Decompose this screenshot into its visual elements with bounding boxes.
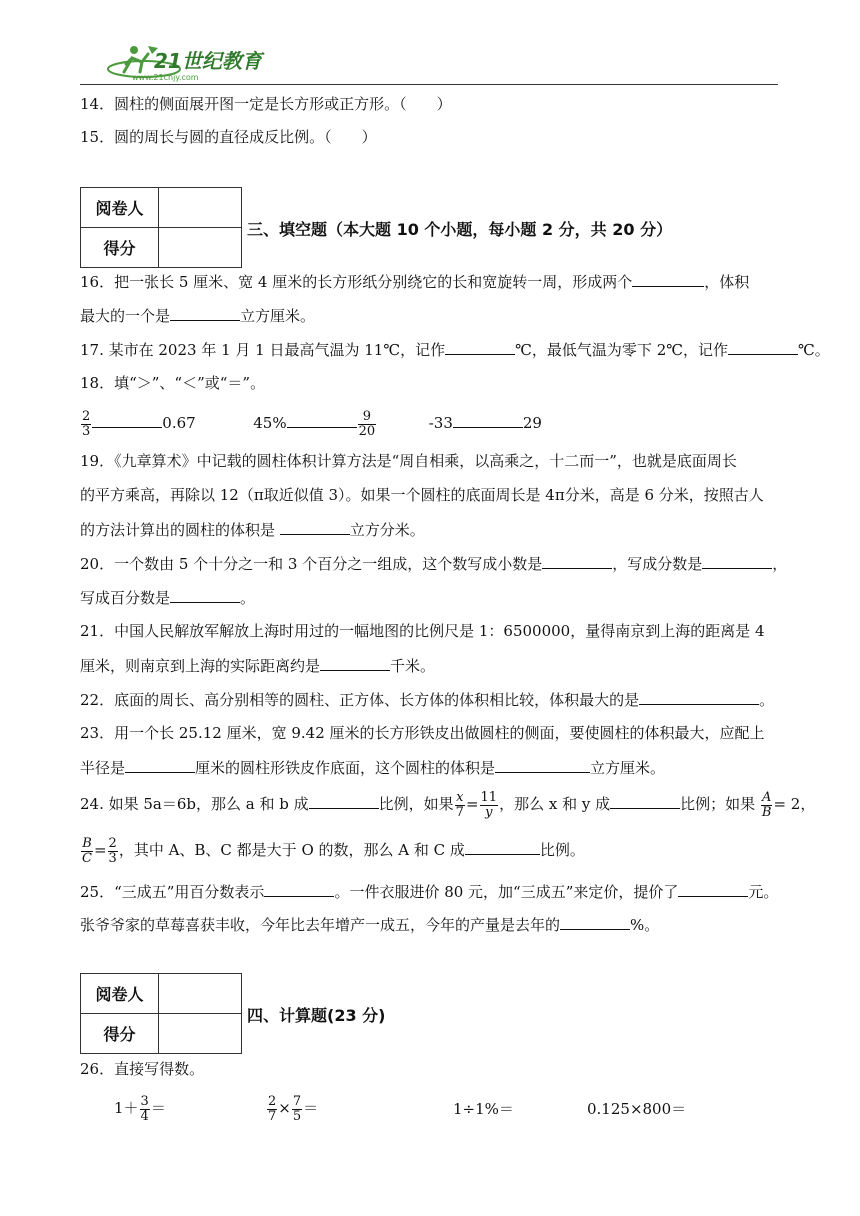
header-divider [80, 84, 778, 85]
question-26: 26．直接写得数。 [80, 1060, 205, 1078]
fraction: $\frac{7}{5}$ [292, 1093, 302, 1124]
score-table-2 [80, 973, 242, 1054]
answer-blank[interactable] [170, 305, 240, 321]
answer-blank[interactable] [465, 839, 540, 855]
section-title-fill-blank: 三、填空题（本大题 10 个小题，每小题 2 分，共 20 分） [247, 220, 673, 239]
answer-blank[interactable] [495, 757, 590, 773]
question-19-cont2: 的方法计算出的圆柱的体积是 立方分米。 [80, 521, 425, 539]
reviewer-label: 阅卷人 [81, 974, 159, 1014]
expr-2: $\frac{2}{7}$ × $\frac{7}{5}$ ＝ [268, 1093, 319, 1124]
score-label: 得分 [81, 1014, 159, 1054]
answer-blank[interactable] [309, 793, 379, 809]
fraction: $\frac{11}{y}$ [480, 789, 498, 820]
question-18: 18．填“＞”、“＜”或“＝”。 [80, 374, 266, 392]
question-19: 19．《九章算术》中记载的圆柱体积计算方法是“周自相乘，以高乘之，十二而一”，也就是底面周长 [80, 452, 737, 470]
answer-blank[interactable] [264, 881, 334, 897]
answer-blank[interactable] [287, 412, 357, 428]
fraction: $\frac{2}{3}$ [108, 835, 117, 866]
fraction: $\frac{B}{C}$ [82, 835, 92, 866]
question-14: 14．圆柱的侧面展开图一定是长方形或正方形。（ ） [80, 95, 452, 113]
question-20: 20．一个数由 5 个十分之一和 3 个百分之一组成，这个数写成小数是 ，写成分数是 ， [80, 555, 788, 573]
fraction: $\frac{9}{20}$ [358, 408, 376, 439]
question-25: 25．“三成五”用百分数表示 。一件衣服进价 80 元，加“三成五”来定价，提价了 元。 [80, 883, 779, 901]
question-18-items: $\frac{2}{3}$ 0.67 45% $\frac{9}{20}$ -33 29 [82, 408, 542, 439]
question-22: 22．底面的周长、高分别相等的圆柱、正方体、长方体的体积相比较，体积最大的是 。 [80, 691, 775, 709]
question-16: 16．把一张长 5 厘米、宽 4 厘米的长方形纸分别绕它的长和宽旋转一周，形成两个 ，体积 [80, 273, 750, 291]
fraction: $\frac{x}{7}$ [455, 789, 464, 820]
fraction: $\frac{A}{B}$ [761, 789, 772, 820]
expr-1: 1＋ $\frac{3}{4}$ ＝ [114, 1093, 166, 1124]
question-24-cont: $\frac{B}{C}$ = $\frac{2}{3}$ ，其中 A、B、C 都是大于 O 的数，那么 A 和 C 成 比例。 [82, 835, 585, 866]
answer-blank[interactable] [280, 519, 350, 535]
question-17: 17. 某市在 2023 年 1 月 1 日最高气温为 11℃，记作 ℃，最低气温为零下 2℃，记作 ℃。 [80, 341, 830, 359]
answer-blank[interactable] [610, 793, 680, 809]
question-21: 21．中国人民解放军解放上海时用过的一幅地图的比例尺是 1：6500000，量得南京到上海的距离是 4 [80, 622, 765, 640]
question-23: 23．用一个长 25.12 厘米，宽 9.42 厘米的长方形铁皮出做圆柱的侧面，要使圆柱的体积最大，应配上 [80, 724, 765, 742]
question-21-cont: 厘米，则南京到上海的实际距离约是 千米。 [80, 657, 436, 675]
answer-blank[interactable] [92, 412, 162, 428]
answer-blank[interactable] [542, 553, 612, 569]
question-15: 15．圆的周长与圆的直径成反比例。（ ） [80, 128, 377, 146]
answer-blank[interactable] [453, 412, 523, 428]
question-19-cont: 的平方乘高，再除以 12（π取近似值 3）。如果一个圆柱的底面周长是 4π分米，高是 6 分米，按照古人 [80, 486, 764, 504]
score-cell [159, 228, 242, 268]
expr-4: 0.125×800＝ [587, 1100, 687, 1118]
expr-3: 1÷1%＝ [453, 1100, 514, 1118]
reviewer-cell [159, 974, 242, 1014]
answer-blank[interactable] [125, 757, 195, 773]
question-25-cont: 张爷爷家的草莓喜获丰收，今年比去年增产一成五，今年的产量是去年的 %。 [80, 916, 660, 934]
score-cell [159, 1014, 242, 1054]
answer-blank[interactable] [445, 339, 515, 355]
section-title-calculation: 四、计算题(23 分) [247, 1006, 386, 1025]
answer-blank[interactable] [632, 271, 704, 287]
fraction: $\frac{3}{4}$ [140, 1093, 149, 1124]
answer-blank[interactable] [639, 689, 759, 705]
logo-url: www.21cnjy.com [132, 73, 199, 82]
question-24: 24. 如果 5a＝6b，那么 a 和 b 成 比例，如果 $\frac{x}{7}$ = $\frac{11}{y}$ ，那么 x 和 y 成 比例；如果 $\frac{A}{B}$ = 2， [80, 789, 816, 820]
question-20-cont: 写成百分数是 。 [80, 589, 256, 607]
question-23-cont: 半径是 厘米的圆柱形铁皮作底面，这个圆柱的体积是 立方厘米。 [80, 759, 666, 777]
answer-blank[interactable] [702, 553, 772, 569]
answer-blank[interactable] [560, 914, 630, 930]
fraction: $\frac{2}{7}$ [268, 1093, 277, 1124]
score-label: 得分 [81, 228, 159, 268]
reviewer-cell [159, 188, 242, 228]
score-table [80, 187, 242, 268]
logo [104, 42, 284, 82]
logo-text: 21世纪教育 [154, 49, 262, 73]
fraction: $\frac{2}{3}$ [82, 408, 91, 439]
answer-blank[interactable] [320, 655, 390, 671]
answer-blank[interactable] [728, 339, 798, 355]
question-16-cont: 最大的一个是 立方厘米。 [80, 307, 316, 325]
reviewer-label: 阅卷人 [81, 188, 159, 228]
answer-blank[interactable] [678, 881, 748, 897]
answer-blank[interactable] [170, 587, 240, 603]
